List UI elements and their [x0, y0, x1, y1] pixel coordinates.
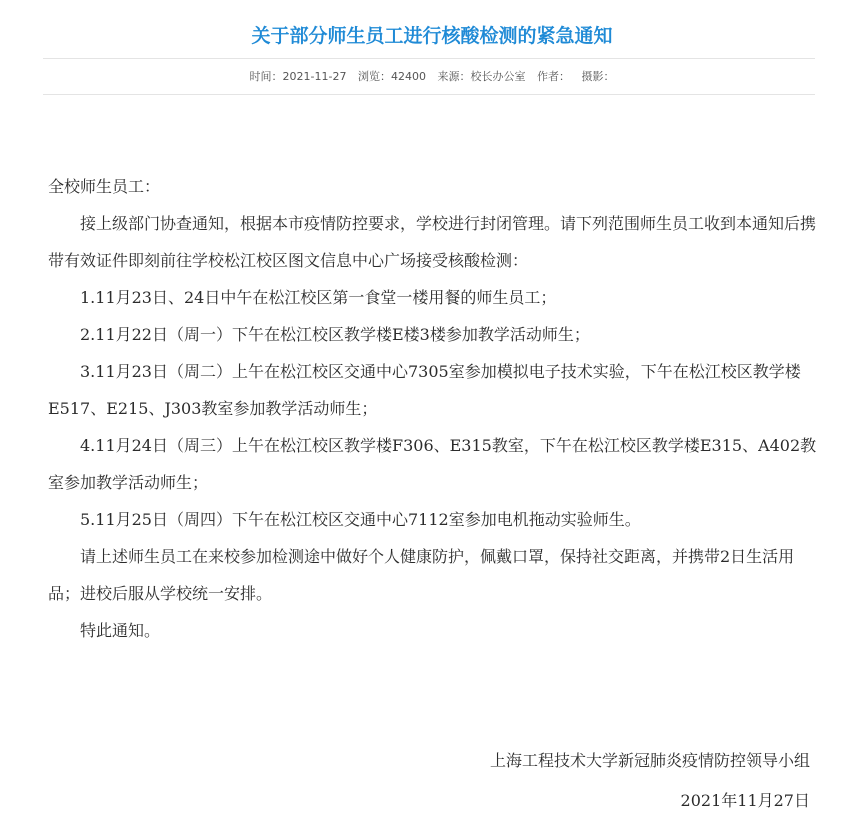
signature-organization: 上海工程技术大学新冠肺炎疫情防控领导小组	[489, 751, 810, 770]
body-item-3: 3.11月23日（周二）上午在松江校区交通中心7305室参加模拟电子技术实验，下午在松江校区教学楼E517、E215、J303教室参加教学活动师生；	[48, 362, 801, 418]
body-paragraph-instructions: 请上述师生员工在来校参加检测途中做好个人健康防护，佩戴口罩，保持社交距离，并携带2日生活用品；进校后服从学校统一安排。	[48, 547, 795, 603]
article-body	[48, 168, 820, 649]
meta-source-label: 来源：	[437, 70, 471, 83]
body-item-4: 4.11月24日（周三）上午在松江校区教学楼F306、E315教室，下午在松江校区教学楼E315、A402教室参加教学活动师生；	[48, 436, 817, 492]
meta-views-value: 42400	[390, 70, 426, 83]
signature-date: 2021年11月27日	[680, 791, 810, 810]
body-item-1: 1.11月23日、24日中午在松江校区第一食堂一楼用餐的师生员工；	[80, 288, 557, 307]
body-item-2: 2.11月22日（周一）下午在松江校区教学楼E楼3楼参加教学活动师生；	[80, 325, 590, 344]
meta-source-value: 校长办公室	[470, 70, 526, 83]
meta-photo-label: 摄影：	[581, 70, 615, 83]
meta-views-label: 浏览：	[357, 70, 391, 83]
article-title: 关于部分师生员工进行核酸检测的紧急通知	[251, 25, 613, 47]
body-paragraph-intro: 接上级部门协查通知，根据本市疫情防控要求，学校进行封闭管理。请下列范围师生员工收到本通知后携带有效证件即刻前往学校松江校区图文信息中心广场接受核酸检测：	[48, 214, 817, 270]
body-item-5: 5.11月25日（周四）下午在松江校区交通中心7112室参加电机拖动实验师生。	[80, 510, 641, 529]
salutation: 全校师生员工：	[48, 177, 161, 196]
body-paragraph-closing: 特此通知。	[80, 621, 161, 640]
article-meta	[0, 68, 864, 86]
title-divider	[43, 58, 815, 59]
meta-divider	[43, 94, 815, 95]
meta-author-label: 作者：	[536, 70, 570, 83]
meta-time-label: 时间：	[249, 70, 283, 83]
meta-time-value: 2021-11-27	[282, 70, 347, 83]
